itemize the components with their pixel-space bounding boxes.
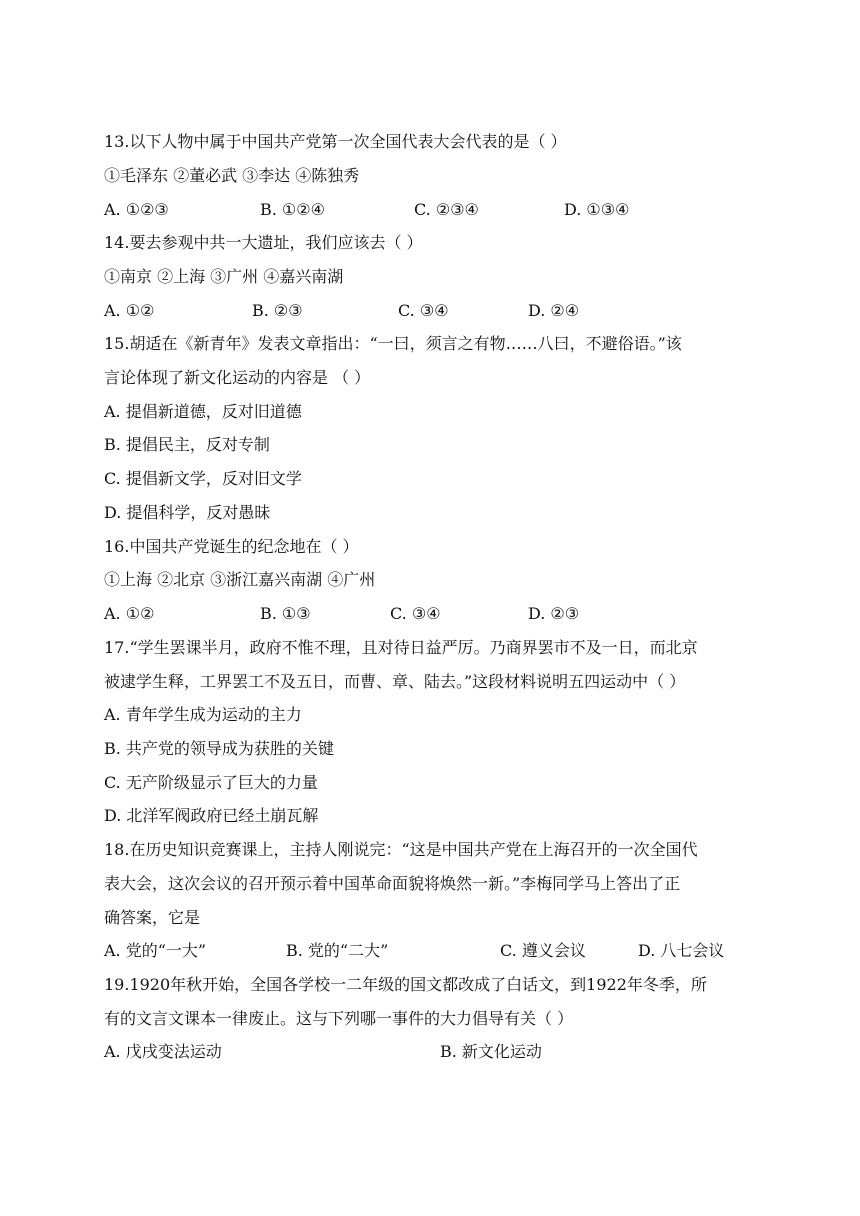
question-17-option-c: C. 无产阶级显示了巨大的力量 xyxy=(104,773,318,792)
option-a: A. ①② xyxy=(104,604,155,623)
option-a: A. 党的“一大” xyxy=(104,941,207,960)
question-15-stem-line-1: 15.胡适在《新青年》发表文章指出：“一曰，须言之有物……八曰，不避俗语。”该 xyxy=(104,334,682,353)
question-17-stem-line-2: 被逮学生释，工界罢工不及五日，而曹、章、陆去。”这段材料说明五四运动中（ ） xyxy=(104,672,686,691)
option-c: C. ③④ xyxy=(398,301,449,320)
option-d: D. ②④ xyxy=(528,301,580,320)
question-19-stem-line-2: 有的文言文课本一律废止。这与下列哪一事件的大力倡导有关（ ） xyxy=(104,1009,574,1028)
option-d: D. ②③ xyxy=(528,604,580,623)
question-17-stem-line-1: 17.“学生罢课半月，政府不惟不理，且对待日益严厉。乃商界罢市不及一日，而北京 xyxy=(104,638,698,657)
question-14-items: ①南京 ②上海 ③广州 ④嘉兴南湖 xyxy=(104,267,344,286)
question-15-stem-line-2: 言论体现了新文化运动的内容是 （ ） xyxy=(104,368,371,387)
option-c: C. ②③④ xyxy=(414,200,479,219)
question-13-stem: 13.以下人物中属于中国共产党第一次全国代表大会代表的是（ ） xyxy=(104,132,567,151)
question-15-option-c: C. 提倡新文学，反对旧文学 xyxy=(104,469,302,488)
question-15-option-a: A. 提倡新道德，反对旧道德 xyxy=(104,402,302,421)
question-17-option-b: B. 共产党的领导成为获胜的关键 xyxy=(104,739,334,758)
question-15-option-d: D. 提倡科学，反对愚昧 xyxy=(104,503,271,522)
question-18-stem-line-3: 确答案，它是 xyxy=(104,908,201,927)
question-14-stem: 14.要去参观中共一大遗址，我们应该去（ ） xyxy=(104,233,423,252)
option-b: B. 新文化运动 xyxy=(440,1042,542,1061)
question-15-option-b: B. 提倡民主，反对专制 xyxy=(104,435,270,454)
option-c: C. ③④ xyxy=(390,604,441,623)
option-c: C. 遵义会议 xyxy=(500,941,586,960)
question-17-option-d: D. 北洋军阀政府已经土崩瓦解 xyxy=(104,806,319,825)
option-b: B. ①③ xyxy=(260,604,311,623)
question-13-items: ①毛泽东 ②董必武 ③李达 ④陈独秀 xyxy=(104,166,360,185)
option-b: B. ②③ xyxy=(252,301,303,320)
option-a: A. 戊戌变法运动 xyxy=(104,1042,222,1061)
question-19-stem-line-1: 19.1920年秋开始，全国各学校一二年级的国文都改成了白话文，到1922年冬季，所 xyxy=(104,975,707,994)
option-d: D. 八七会议 xyxy=(638,941,725,960)
option-b: B. ①②④ xyxy=(260,200,325,219)
option-b: B. 党的“二大” xyxy=(286,941,389,960)
option-a: A. ①②③ xyxy=(104,200,169,219)
option-d: D. ①③④ xyxy=(564,200,630,219)
question-17-option-a: A. 青年学生成为运动的主力 xyxy=(104,705,302,724)
question-16-stem: 16.中国共产党诞生的纪念地在（ ） xyxy=(104,537,359,556)
question-16-items: ①上海 ②北京 ③浙江嘉兴南湖 ④广州 xyxy=(104,570,376,589)
option-a: A. ①② xyxy=(104,301,155,320)
question-18-stem-line-1: 18.在历史知识竞赛课上，主持人刚说完：“这是中国共产党在上海召开的一次全国代 xyxy=(104,840,698,859)
question-18-stem-line-2: 表大会，这次会议的召开预示着中国革命面貌将焕然一新。”李梅同学马上答出了正 xyxy=(104,874,681,893)
